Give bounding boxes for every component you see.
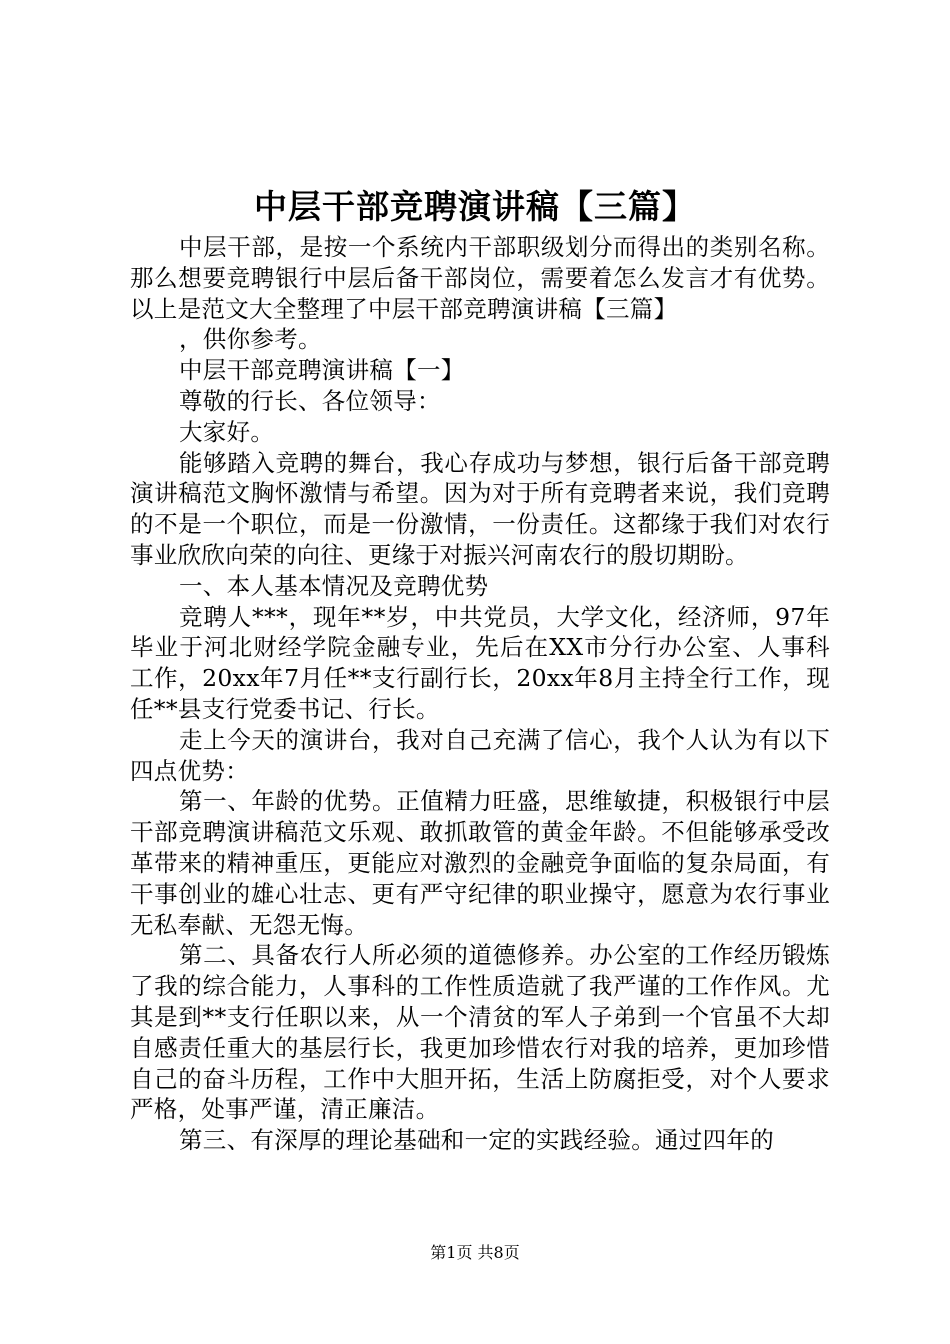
page-footer: 第1页 共8页	[430, 1243, 520, 1262]
body-paragraph: 走上今天的演讲台，我对自己充满了信心，我个人认为有以下四点优势：	[130, 725, 830, 785]
body-paragraph: 第二、具备农行人所必须的道德修养。办公室的工作经历锻炼了我的综合能力，人事科的工作性质造就了我严谨的工作作风。尤其是到**支行任职以来，从一个清贫的军人子弟到一个官虽不大却自感责任重大的基层行长，我更加珍惜农行对我的培养，更加珍惜自己的奋斗历程，工作中大胆开拓，生活上防腐拒受，对个人要求严格，处事严谨，清正廉洁。	[130, 941, 830, 1124]
greeting: 大家好。	[179, 417, 275, 446]
section-heading: 中层干部竞聘演讲稿【一】	[179, 356, 465, 385]
subsection-heading: 一、本人基本情况及竞聘优势	[179, 571, 489, 600]
body-paragraph: 能够踏入竞聘的舞台，我心存成功与梦想，银行后备干部竞聘演讲稿范文胸怀激情与希望。因为对于所有竞聘者来说，我们竞聘的不是一个职位，而是一份激情，一份责任。这都缘于我们对农行事业欣欣向荣的向往、更缘于对振兴河南农行的殷切期盼。	[130, 448, 830, 569]
salutation: 尊敬的行长、各位领导：	[179, 386, 441, 415]
body-paragraph: 竞聘人***，现年**岁，中共党员，大学文化，经济师，97年毕业于河北财经学院金融专业，先后在XX市分行办公室、人事科工作，20xx年7月任**支行副行长，20xx年8月主持全行工作，现任**县支行党委书记、行长。	[130, 602, 830, 723]
intro-continuation: ，供你参考。	[179, 325, 322, 354]
document-body	[130, 232, 830, 1156]
intro-paragraph: 中层干部，是按一个系统内干部职级划分而得出的类别名称。那么想要竞聘银行中层后备干部岗位，需要着怎么发言才有优势。以上是范文大全整理了中层干部竞聘演讲稿【三篇】	[130, 233, 830, 323]
body-paragraph: 第三、有深厚的理论基础和一定的实践经验。通过四年的	[179, 1126, 774, 1155]
body-paragraph: 第一、年龄的优势。正值精力旺盛，思维敏捷，积极银行中层干部竞聘演讲稿范文乐观、敢抓敢管的黄金年龄。不但能够承受改革带来的精神重压，更能应对激烈的金融竞争面临的复杂局面，有干事创业的雄心壮志、更有严守纪律的职业操守，愿意为农行事业无私奉献、无怨无悔。	[130, 787, 830, 939]
document-title: 中层干部竞聘演讲稿【三篇】	[254, 187, 696, 226]
